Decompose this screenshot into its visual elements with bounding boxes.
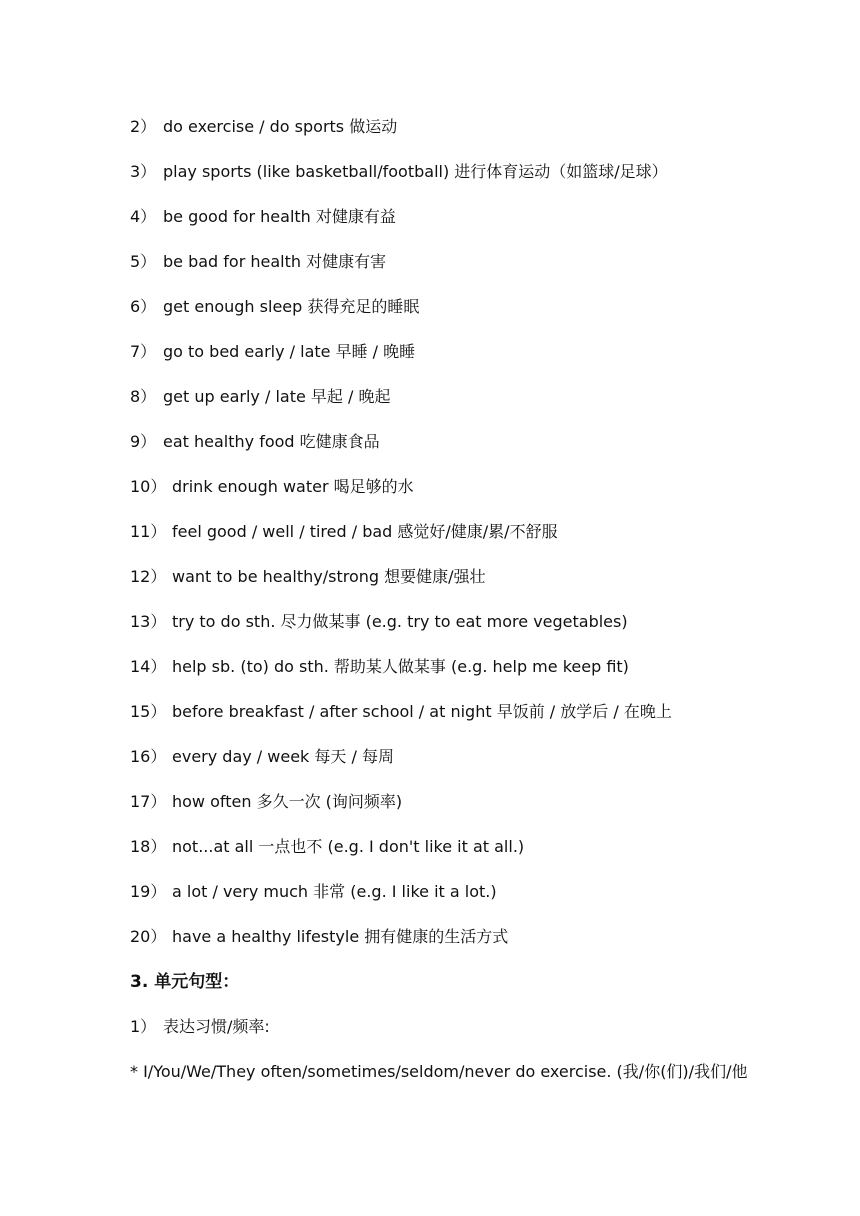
subsection-title	[130, 1014, 830, 1059]
item-number: 13）	[130, 612, 167, 631]
list-item	[130, 114, 830, 159]
item-text: want to be healthy/strong 想要健康/强壮	[172, 567, 486, 586]
item-text: help sb. (to) do sth. 帮助某人做某事 (e.g. help me keep fit)	[172, 657, 629, 676]
item-text: be good for health 对健康有益	[163, 207, 396, 226]
item-text: eat healthy food 吃健康食品	[163, 432, 380, 451]
list-item	[130, 474, 830, 519]
item-text: drink enough water 喝足够的水	[172, 477, 414, 496]
item-number: 3）	[130, 162, 157, 181]
item-number: 7）	[130, 342, 157, 361]
item-number: 2）	[130, 117, 157, 136]
item-number: 6）	[130, 297, 157, 316]
list-item	[130, 294, 830, 339]
item-text: a lot / very much 非常 (e.g. I like it a lot.)	[172, 882, 497, 901]
item-text: every day / week 每天 / 每周	[172, 747, 394, 766]
list-item	[130, 249, 830, 294]
item-number: 16）	[130, 747, 167, 766]
item-number: 18）	[130, 837, 167, 856]
item-number: 5）	[130, 252, 157, 271]
list-item	[130, 654, 830, 699]
item-text: not...at all 一点也不 (e.g. I don't like it at all.)	[172, 837, 525, 856]
list-item	[130, 789, 830, 834]
item-number: 4）	[130, 207, 157, 226]
item-number: 8）	[130, 387, 157, 406]
item-number: 20）	[130, 927, 167, 946]
item-text: before breakfast / after school / at night 早饭前 / 放学后 / 在晚上	[172, 702, 672, 721]
list-item	[130, 699, 830, 744]
item-number: 12）	[130, 567, 167, 586]
list-item	[130, 879, 830, 924]
item-text: go to bed early / late 早睡 / 晚睡	[163, 342, 416, 361]
item-number: 19）	[130, 882, 167, 901]
item-text: do exercise / do sports 做运动	[163, 117, 398, 136]
item-number: 10）	[130, 477, 167, 496]
list-item	[130, 384, 830, 429]
list-item	[130, 519, 830, 564]
item-text: try to do sth. 尽力做某事 (e.g. try to eat more vegetables)	[172, 612, 628, 631]
list-item	[130, 159, 830, 204]
item-text: be bad for health 对健康有害	[163, 252, 387, 271]
list-item	[130, 339, 830, 384]
item-number: 9）	[130, 432, 157, 451]
item-text: have a healthy lifestyle 拥有健康的生活方式	[172, 927, 509, 946]
section-heading: 3. 单元句型：	[130, 972, 240, 992]
list-item	[130, 744, 830, 789]
list-item	[130, 429, 830, 474]
list-item	[130, 204, 830, 249]
item-text: get enough sleep 获得充足的睡眠	[163, 297, 420, 316]
list-item	[130, 609, 830, 654]
item-number: 1）	[130, 1017, 157, 1036]
item-number: 11）	[130, 522, 167, 541]
list-item	[130, 924, 830, 969]
item-number: 14）	[130, 657, 167, 676]
example-sentence: * I/You/We/They often/sometimes/seldom/never do exercise. (我/你(们)/我们/他	[130, 1062, 748, 1081]
item-text: how often 多久一次 (询问频率)	[172, 792, 403, 811]
item-number: 17）	[130, 792, 167, 811]
list-item	[130, 834, 830, 879]
document-content	[130, 114, 830, 1104]
item-number: 15）	[130, 702, 167, 721]
item-text: feel good / well / tired / bad 感觉好/健康/累/不舒服	[172, 522, 558, 541]
subsection-title-text: 表达习惯/频率:	[163, 1017, 270, 1036]
item-text: play sports (like basketball/football) 进行体育运动（如篮球/足球）	[163, 162, 668, 181]
list-item	[130, 564, 830, 609]
item-text: get up early / late 早起 / 晚起	[163, 387, 391, 406]
